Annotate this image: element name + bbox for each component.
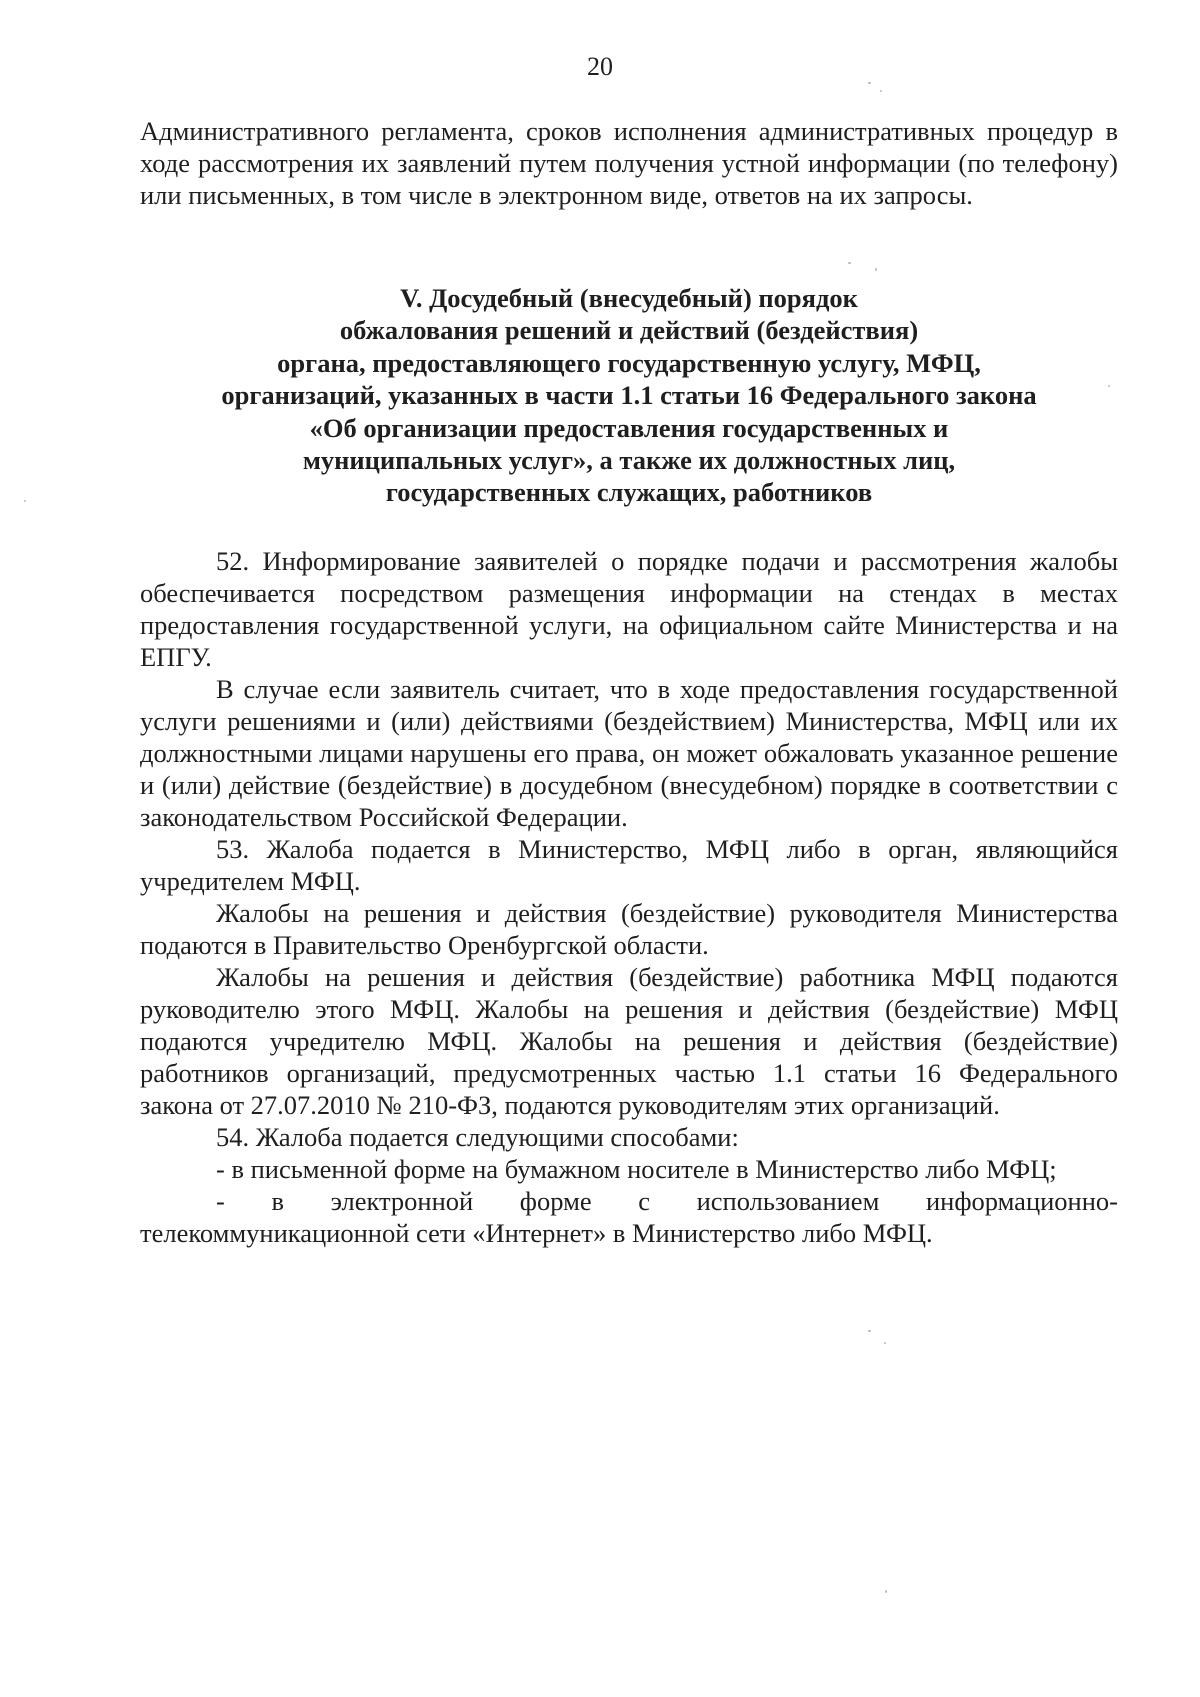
paragraph-head-complaints: Жалобы на решения и действия (бездействие) руководителя Министерства подаются в Правительство Оренбургской области.	[140, 898, 1118, 960]
section-heading	[140, 282, 1118, 509]
intro-paragraph: Административного регламента, сроков исполнения административных процедур в ходе рассмотрения их заявлений путем получения устной информации (по телефону) или письменных, в том числе в электронном виде, ответов на их запросы.	[140, 116, 1118, 210]
scan-speck	[24, 500, 26, 502]
paragraph-appeal-right: В случае если заявитель считает, что в ходе предоставления государственной услуги решениями и (или) действиями (бездействием) Министерства, МФЦ или их должностными лицами нарушены его права, он может обжаловать указанное решение и (или) действие (бездействие) в досудебном (внесудебном) порядке в соответствии с законодательством Российской Федерации.	[140, 674, 1118, 832]
scan-speck	[885, 1590, 887, 1593]
list-item: - в письменной форме на бумажном носителе в Министерство либо МФЦ;	[216, 1154, 1057, 1184]
intro-block	[140, 115, 1118, 211]
paragraph-52: 52. Информирование заявителей о порядке подачи и рассмотрения жалобы обеспечивается посредством размещения информации на стендах в местах предоставления государственной услуги, на официальном сайте Министерства и на ЕПГУ.	[140, 546, 1118, 672]
list-item: - в электронной форме с использованием информационно-телекоммуникационной сети «Интернет» в Министерство либо МФЦ.	[140, 1186, 1118, 1248]
scan-speck	[1108, 385, 1110, 387]
section-heading-line: государственных служащих, работников	[385, 477, 873, 508]
scan-speck	[868, 82, 871, 84]
section-heading-line: V. Досудебный (внесудебный) порядок	[400, 283, 858, 313]
section-heading-line: органа, предоставляющего государственную услугу, МФЦ,	[277, 347, 981, 378]
section-heading-line: обжалования решений и действий (бездействия)	[339, 315, 919, 346]
scan-speck	[868, 1330, 871, 1332]
main-text-block	[140, 545, 1118, 1249]
section-heading-line: муниципальных услуг», а также их должностных лиц,	[302, 445, 956, 476]
scan-speck	[848, 262, 851, 264]
paragraph-54: 54. Жалоба подается следующими способами:	[216, 1122, 739, 1152]
scan-speck	[880, 90, 882, 92]
section-heading-line: организаций, указанных в части 1.1 статьи 16 Федерального закона	[221, 380, 1037, 411]
paragraph-mfc-complaints: Жалобы на решения и действия (бездействие) работника МФЦ подаются руководителю этого МФЦ. Жалобы на решения и действия (бездействие) МФЦ подаются учредителю МФЦ. Жалобы на решения и действия (бездействие) работников организаций, предусмотренных частью 1.1 статьи 16 Федерального закона от 27.07.2010 № 210-ФЗ, подаются руководителям этих организаций.	[140, 962, 1118, 1120]
paragraph-53: 53. Жалоба подается в Министерство, МФЦ либо в орган, являющийся учредителем МФЦ.	[140, 834, 1118, 896]
page-number: 20	[587, 52, 613, 81]
scan-speck	[884, 1342, 886, 1344]
section-heading-line: «Об организации предоставления государственных и	[309, 412, 949, 443]
scan-speck	[875, 268, 877, 271]
